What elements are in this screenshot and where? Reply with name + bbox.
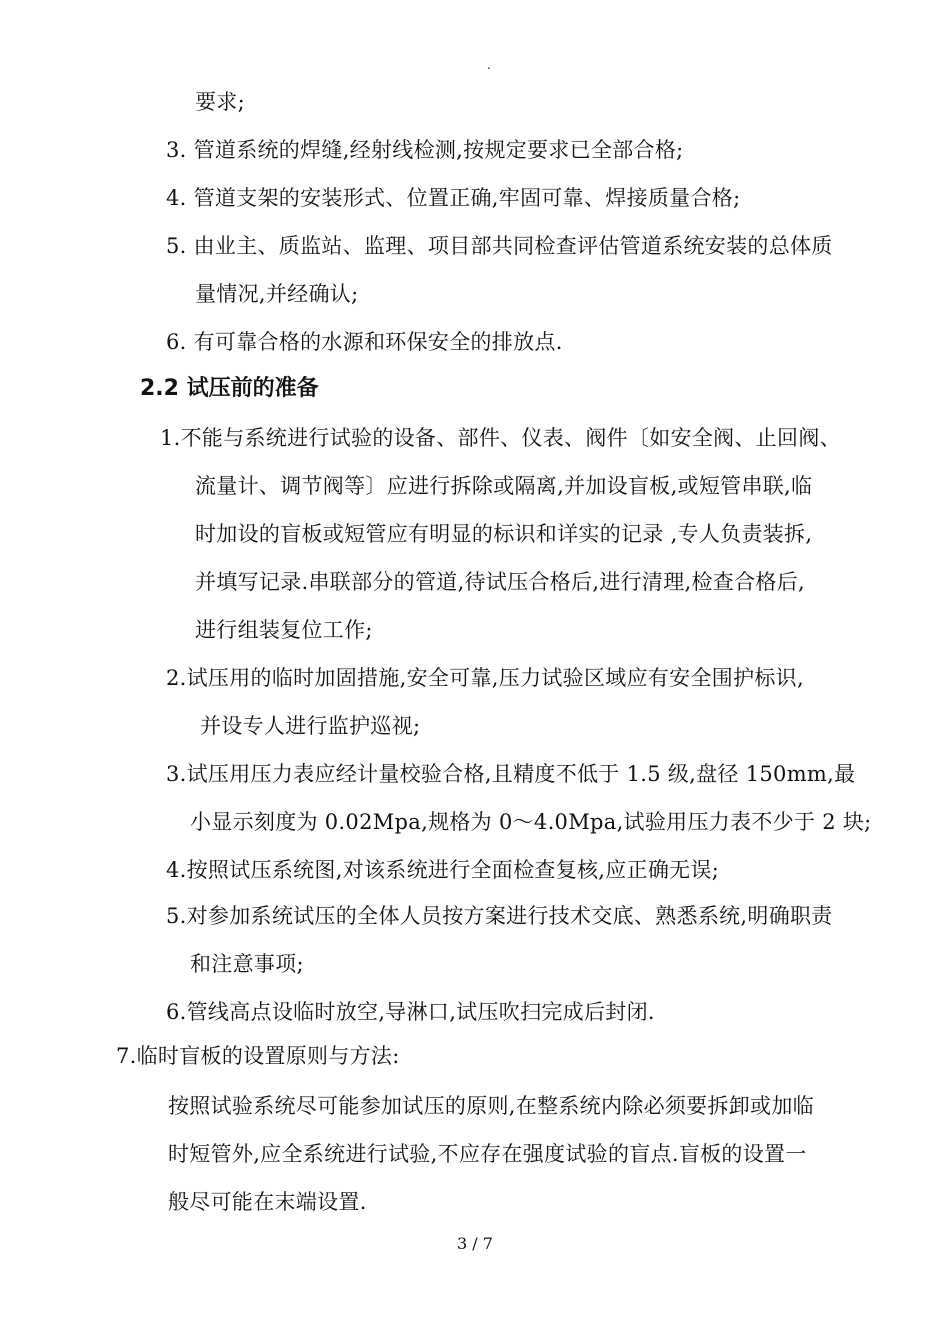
list-item: 1.不能与系统进行试验的设备、部件、仪表、阀件〔如安全阀、止回阀、: [160, 426, 841, 450]
list-item: 5. 由业主、质监站、监理、项目部共同检查评估管道系统安装的总体质: [166, 234, 833, 258]
list-item: 2.试压用的临时加固措施,安全可靠,压力试验区域应有安全围护标识,: [166, 666, 804, 690]
list-item-continuation: 时加设的盲板或短管应有明显的标识和详实的记录 ,专人负责装拆,: [195, 522, 813, 546]
list-item-continuation: 量情况,并经确认;: [195, 282, 359, 306]
text-line: 要求;: [195, 90, 245, 114]
list-item: 6. 有可靠合格的水源和环保安全的排放点.: [166, 330, 563, 354]
list-item: 7.临时盲板的设置原则与方法:: [116, 1044, 400, 1068]
list-item: 6.管线高点设临时放空,导淋口,试压吹扫完成后封闭.: [166, 1000, 655, 1024]
page-number: 3 / 7: [457, 1234, 493, 1253]
list-item: 4.按照试压系统图,对该系统进行全面检查复核,应正确无误;: [166, 858, 720, 882]
list-item: 3.试压用压力表应经计量校验合格,且精度不低于 1.5 级,盘径 150mm,最: [166, 762, 856, 786]
paragraph-line: 般尽可能在末端设置.: [168, 1190, 367, 1214]
list-item-continuation: 和注意事项;: [190, 952, 304, 976]
paragraph-line: 按照试验系统尽可能参加试压的原则,在整系统内除必须要拆卸或加临: [168, 1094, 814, 1118]
paragraph-line: 时短管外,应全系统进行试验,不应存在强度试验的盲点.盲板的设置一: [168, 1142, 807, 1166]
list-item-continuation: 进行组装复位工作;: [195, 618, 373, 642]
list-item-continuation: 并设专人进行监护巡视;: [200, 714, 421, 738]
section-heading: 2.2 试压前的准备: [140, 376, 319, 401]
list-item-continuation: 小显示刻度为 0.02Mpa,规格为 0～4.0Mpa,试验用压力表不少于 2 块;: [190, 810, 872, 834]
list-item: 4. 管道支架的安装形式、位置正确,牢固可靠、焊接质量合格;: [166, 186, 741, 210]
list-item-continuation: 流量计、调节阀等〕应进行拆除或隔离,并加设盲板,或短管串联,临: [195, 474, 813, 498]
header-mark: .: [487, 58, 491, 72]
list-item: 5.对参加系统试压的全体人员按方案进行技术交底、熟悉系统,明确职责: [166, 904, 833, 928]
list-item: 3. 管道系统的焊缝,经射线检测,按规定要求已全部合格;: [166, 138, 684, 162]
list-item-continuation: 并填写记录.串联部分的管道,待试压合格后,进行清理,检查合格后,: [195, 570, 805, 594]
